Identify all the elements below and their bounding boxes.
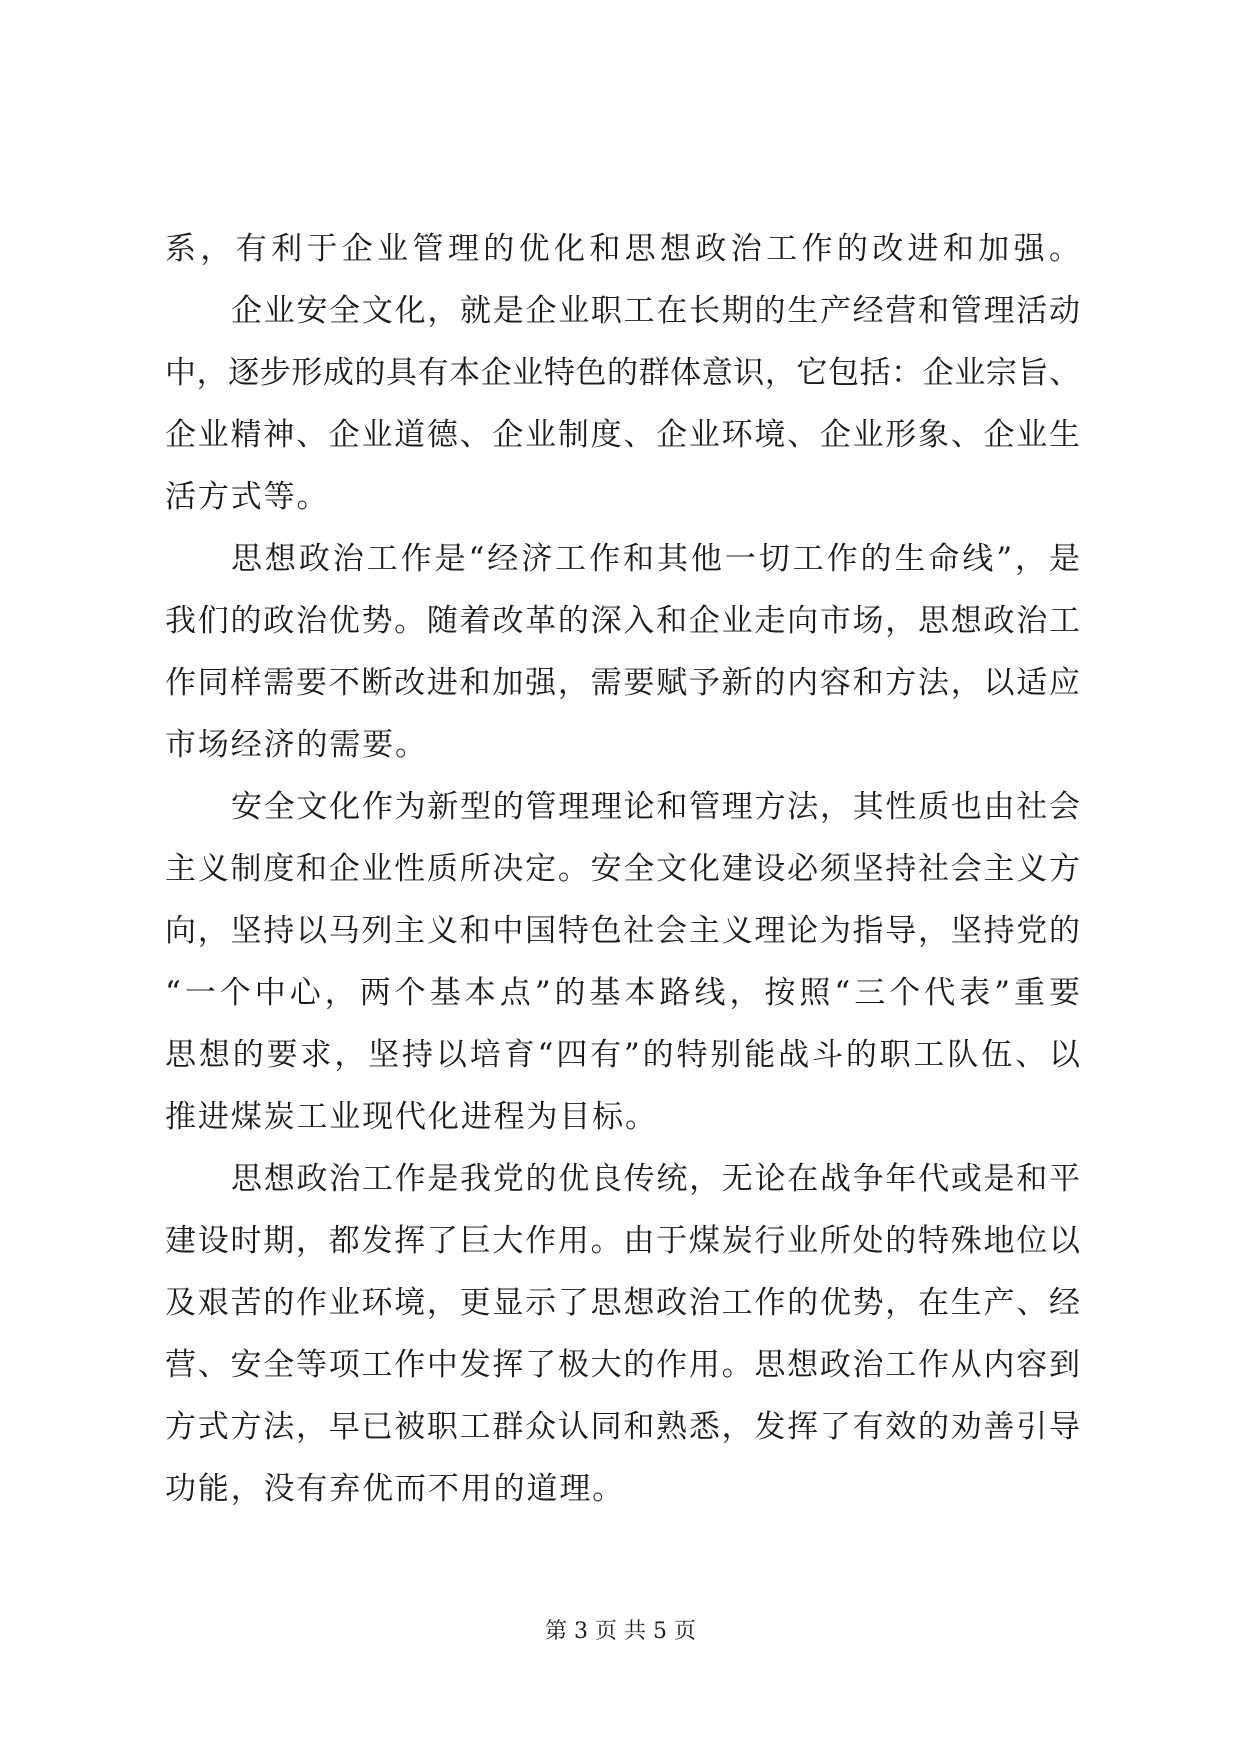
text-line: 主义制度和企业性质所决定。安全文化建设必须坚持社会主义方: [165, 851, 1080, 887]
text-line: “一个中心，两个基本点”的基本路线，按照“三个代表”重要: [165, 975, 1080, 1011]
text-line: 中，逐步形成的具有本企业特色的群体意识，它包括：企业宗旨、: [165, 355, 1080, 391]
text-line: 市场经济的需要。: [165, 727, 428, 763]
text-line: 功能，没有弃优而不用的道理。: [165, 1471, 626, 1507]
text-line: 企业精神、企业道德、企业制度、企业环境、企业形象、企业生: [165, 417, 1080, 453]
text-line: 思想的要求，坚持以培育“四有”的特别能战斗的职工队伍、以: [165, 1037, 1080, 1073]
text-line: 系，有利于企业管理的优化和思想政治工作的改进和加强。: [165, 231, 1080, 267]
text-line: 向，坚持以马列主义和中国特色社会主义理论为指导，坚持党的: [165, 913, 1080, 949]
text-line: 及艰苦的作业环境，更显示了思想政治工作的优势，在生产、经: [165, 1285, 1080, 1321]
paragraph-first-line: 思想政治工作是我党的优良传统，无论在战争年代或是和平: [231, 1161, 1080, 1197]
text-line: 活方式等。: [165, 479, 330, 515]
paragraph-first-line: 企业安全文化，就是企业职工在长期的生产经营和管理活动: [231, 293, 1080, 329]
text-line: 建设时期，都发挥了巨大作用。由于煤炭行业所处的特殊地位以: [165, 1223, 1080, 1259]
page-footer: 第 3 页 共 5 页: [545, 1619, 696, 1644]
body-text: [165, 218, 1080, 1520]
text-line: 方式方法，早已被职工群众认同和熟悉，发挥了有效的劝善引导: [165, 1409, 1080, 1445]
text-line: 作同样需要不断改进和加强，需要赋予新的内容和方法，以适应: [165, 665, 1080, 701]
text-line: 推进煤炭工业现代化进程为目标。: [165, 1099, 658, 1135]
paragraph-first-line: 安全文化作为新型的管理理论和管理方法，其性质也由社会: [231, 789, 1080, 825]
text-line: 我们的政治优势。随着改革的深入和企业走向市场，思想政治工: [165, 603, 1080, 639]
paragraph-first-line: 思想政治工作是“经济工作和其他一切工作的生命线”，是: [231, 541, 1080, 577]
text-line: 营、安全等项工作中发挥了极大的作用。思想政治工作从内容到: [165, 1347, 1080, 1383]
